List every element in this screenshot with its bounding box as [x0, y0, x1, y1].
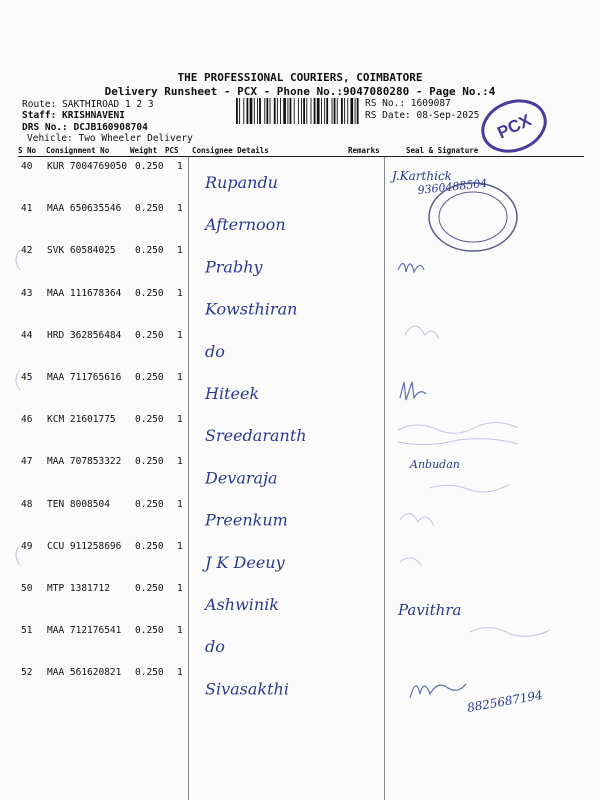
remark-row50: Pavithra — [398, 601, 462, 619]
header-rule — [18, 156, 584, 157]
row-pcs: 1 — [177, 498, 183, 510]
row-weight: 0.250 — [135, 625, 164, 637]
courier-seal — [418, 172, 528, 262]
row-weight: 0.250 — [135, 287, 164, 299]
signature-row40-name: J.Karthick — [392, 169, 452, 183]
row-sno: 43 — [21, 287, 33, 299]
row-pcs: 1 — [177, 287, 183, 299]
row-consignment-no: MTP 1381712 — [47, 583, 110, 594]
row-weight: 0.250 — [135, 372, 164, 383]
col-consignee: Consignee Details — [192, 146, 269, 155]
row-pcs: 1 — [177, 329, 183, 341]
table-row — [0, 582, 600, 624]
col-weight: Weight — [130, 146, 158, 155]
pcx-stamp-text: PCX — [494, 110, 535, 143]
drs-number: DRS No.: DCJB160908704 — [22, 122, 148, 133]
vehicle-label: Vehicle: Two Wheeler Delivery — [27, 133, 193, 144]
row-sno: 41 — [21, 203, 33, 215]
row-consignment-no: HRD 362856484 — [47, 329, 122, 341]
consignee-name-handwritten: Prabhy — [205, 257, 263, 277]
row-weight: 0.250 — [135, 583, 164, 594]
table-row — [0, 371, 600, 413]
consignee-name-handwritten: Preenkum — [205, 510, 288, 530]
row-consignment-no: SVK 60584025 — [47, 245, 116, 257]
row-pcs: 1 — [177, 372, 183, 383]
company-title: THE PROFESSIONAL COURIERS, COIMBATORE — [177, 71, 423, 84]
row-pcs: 1 — [177, 203, 183, 215]
row-weight: 0.250 — [135, 203, 164, 215]
row-pcs: 1 — [177, 245, 183, 257]
row-pcs: 1 — [177, 667, 183, 679]
row-pcs: 1 — [177, 540, 183, 552]
row-weight: 0.250 — [135, 498, 164, 510]
consignee-name-handwritten: do — [205, 341, 225, 361]
row-weight: 0.250 — [135, 667, 164, 679]
row-consignment-no: MAA 712176541 — [47, 625, 122, 637]
row-weight: 0.250 — [135, 161, 164, 172]
staff-label: Staff: KRISHNAVENI — [22, 110, 125, 121]
row-consignment-no: KUR 7004769050 — [47, 161, 128, 172]
row-pcs: 1 — [177, 583, 183, 594]
row-sno: 49 — [21, 540, 33, 552]
row-pcs: 1 — [177, 625, 183, 637]
table-row — [0, 624, 600, 666]
row-sno: 51 — [21, 625, 33, 637]
consignee-name-handwritten: Rupandu — [205, 173, 278, 192]
consignee-name-handwritten: Afternoon — [205, 215, 286, 235]
pcx-stamp — [478, 98, 550, 154]
row-consignment-no: KCM 21601775 — [47, 414, 116, 426]
rs-number: RS No.: 1609087 — [365, 98, 451, 109]
consignee-name-handwritten: do — [205, 637, 225, 657]
table-row — [0, 287, 600, 329]
table-row — [0, 413, 600, 455]
row-sno: 40 — [21, 161, 33, 172]
col-sno: S No — [18, 146, 37, 155]
col-seal-signature: Seal & Signature — [406, 146, 479, 155]
row-sno: 42 — [21, 245, 33, 257]
consignee-name-handwritten: Kowsthiran — [205, 299, 298, 319]
table-row — [0, 540, 600, 582]
col-remarks: Remarks — [348, 146, 380, 155]
row-consignment-no: TEN 8008504 — [47, 498, 110, 510]
row-consignment-no: MAA 707853322 — [47, 456, 122, 468]
row-weight: 0.250 — [135, 540, 164, 552]
route-label: Route: SAKTHIROAD 1 2 3 — [22, 99, 154, 110]
col-pcs: PCS — [165, 146, 179, 155]
rs-date: RS Date: 08-Sep-2025 — [365, 110, 480, 121]
consignee-name-handwritten: J K Deeuy — [205, 552, 285, 572]
row-sno: 48 — [21, 498, 33, 510]
row-pcs: 1 — [177, 161, 183, 172]
row-sno: 44 — [21, 329, 33, 341]
row-consignment-no: MAA 711765616 — [47, 372, 122, 383]
row-pcs: 1 — [177, 456, 183, 468]
consignee-name-handwritten: Sivasakthi — [205, 679, 289, 699]
row-sno: 50 — [21, 583, 33, 594]
signature-row47-note: Anbudan — [410, 458, 460, 471]
row-sno: 52 — [21, 667, 33, 679]
consignee-name-handwritten: Sreedaranth — [205, 426, 307, 446]
row-weight: 0.250 — [135, 245, 164, 257]
signature-row52-phone: 8825687194 — [466, 687, 544, 715]
barcode-image — [236, 98, 360, 124]
consignee-name-handwritten: Hiteek — [205, 384, 260, 403]
table-row — [0, 666, 600, 708]
table-row — [0, 329, 600, 371]
row-weight: 0.250 — [135, 456, 164, 468]
table-row — [0, 455, 600, 497]
consignee-name-handwritten: Ashwinik — [205, 595, 279, 614]
row-consignment-no: MAA 561620821 — [47, 667, 122, 679]
row-sno: 46 — [21, 414, 33, 426]
row-sno: 47 — [21, 456, 33, 468]
row-consignment-no: MAA 650635546 — [47, 203, 122, 215]
signature-row40-phone: 9360488504 — [416, 176, 488, 197]
col-consignment: Consignment No — [46, 146, 110, 155]
table-row — [0, 498, 600, 540]
runsheet-title: Delivery Runsheet - PCX - Phone No.:9047080280 - Page No.:4 — [104, 85, 496, 98]
consignee-name-handwritten: Devaraja — [205, 468, 278, 488]
row-sno: 45 — [21, 372, 33, 383]
row-pcs: 1 — [177, 414, 183, 426]
row-consignment-no: MAA 111678364 — [47, 287, 122, 299]
row-consignment-no: CCU 911258696 — [47, 540, 122, 552]
row-weight: 0.250 — [135, 414, 164, 426]
row-weight: 0.250 — [135, 329, 164, 341]
